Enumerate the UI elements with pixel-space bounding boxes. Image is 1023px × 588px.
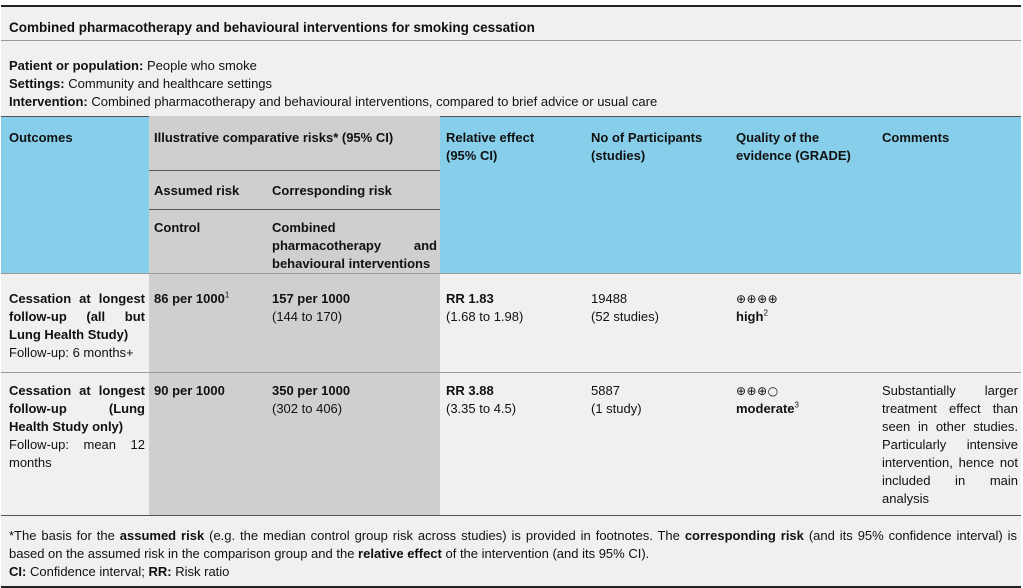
outcome-cell: [9, 382, 145, 472]
abbrev-rr-value: Risk ratio: [175, 564, 230, 579]
header-quality: Quality of the evidence (GRADE): [736, 130, 851, 163]
footnote-part: *The basis for the: [9, 528, 120, 543]
footnote-marker: 2: [763, 308, 768, 318]
relative-effect-value: RR 1.83: [446, 291, 494, 306]
abbrev-rr-label: RR:: [148, 564, 172, 579]
header-illustrative-risks: Illustrative comparative risks* (95% CI): [154, 130, 394, 145]
footnote-marker: 1: [224, 290, 230, 300]
row-separator: [1, 372, 1021, 373]
header-intervention: Combined pharmacotherapy and behavioural interventions: [272, 220, 437, 271]
abbrev-ci-label: CI:: [9, 564, 27, 579]
studies-value: (1 study): [591, 401, 642, 416]
footnote-part: (and its 95% confidence interval) is based on the assumed risk in the comparison group and the: [9, 528, 1018, 561]
footnotes: [1, 515, 1021, 588]
outcome-follow-up: Follow-up: 6 months+: [9, 345, 134, 360]
footnote-emphasis: assumed risk: [119, 528, 205, 543]
corresponding-risk-cell: [272, 290, 436, 326]
relative-effect-value: RR 3.88: [446, 383, 494, 398]
intervention-label: Intervention:: [9, 94, 88, 109]
corresponding-risk-ci: (302 to 406): [272, 401, 343, 416]
abbrev-ci-value: Confidence interval;: [29, 564, 145, 579]
patient-line: [9, 58, 257, 73]
participants-cell: [591, 290, 731, 326]
intervention-value: Combined pharmacotherapy and behavioural interventions, compared to brief advice or usual care: [91, 94, 658, 109]
header-corresponding-risk: Corresponding risk: [272, 183, 392, 198]
settings-line: [9, 76, 272, 91]
assumed-risk-cell: [154, 382, 266, 400]
header-control: Control: [154, 220, 201, 235]
footnote-emphasis: corresponding risk: [684, 528, 804, 543]
grade-text: high: [736, 309, 764, 324]
footnote-part: (e.g. the median control group risk across studies) is provided in footnotes. The: [204, 528, 685, 543]
corresponding-risk-cell: [272, 382, 436, 418]
patient-value: People who smoke: [146, 58, 257, 73]
footnote-part: of the intervention (and its 95% CI).: [441, 546, 650, 561]
quality-cell: [736, 382, 876, 418]
assumed-risk-cell: [154, 290, 266, 308]
header-relative-effect: Relative effect (95% CI): [446, 130, 535, 163]
table-title-bar: [1, 5, 1021, 41]
relative-effect-ci: (3.35 to 4.5): [446, 401, 517, 416]
footnote-marker: 3: [794, 400, 799, 410]
outcome-title: Cessation at longest follow-up (all but Lung Health Study): [9, 291, 145, 342]
corresponding-risk-ci: (144 to 170): [272, 309, 343, 324]
footnote-emphasis: relative effect: [358, 546, 442, 561]
footnote-text: [9, 527, 1017, 581]
header-outcomes: Outcomes: [9, 130, 73, 145]
participants-value: 19488: [591, 291, 628, 306]
header-assumed-risk: Assumed risk: [154, 183, 240, 198]
intervention-line: [9, 94, 657, 109]
header-participants: No of Participants (studies): [591, 130, 703, 163]
grade-symbols-icon: ⊕⊕⊕○: [736, 384, 779, 398]
relative-effect-cell: [446, 290, 576, 326]
grade-symbols-icon: ⊕⊕⊕⊕: [736, 292, 779, 306]
studies-value: (52 studies): [591, 309, 659, 324]
settings-label: Settings:: [9, 76, 65, 91]
settings-value: Community and healthcare settings: [68, 76, 273, 91]
corresponding-risk-value: 350 per 1000: [272, 383, 351, 398]
participants-cell: [591, 382, 731, 418]
header-divider: [149, 170, 440, 171]
table-title: Combined pharmacotherapy and behavioural interventions for smoking cessation: [9, 20, 535, 35]
row-separator: [1, 273, 1021, 274]
quality-cell: [736, 290, 876, 326]
comments-cell: Substantially larger treatment effect than seen in other studies. Particularly intensive intervention, hence not included in main analysis: [882, 383, 1018, 506]
patient-label: Patient or population:: [9, 58, 144, 73]
header-comments: Comments: [882, 130, 950, 145]
outcome-follow-up: Follow-up: mean 12 months: [9, 437, 145, 470]
assumed-risk-value: 90 per 1000: [154, 383, 225, 398]
assumed-risk-value: 86 per 1000: [154, 291, 225, 306]
participants-value: 5887: [591, 383, 620, 398]
grade-text: moderate: [736, 401, 795, 416]
header-divider: [149, 209, 440, 210]
population-block: [1, 41, 1021, 116]
relative-effect-ci: (1.68 to 1.98): [446, 309, 524, 324]
relative-effect-cell: [446, 382, 576, 418]
corresponding-risk-value: 157 per 1000: [272, 291, 351, 306]
outcome-cell: [9, 290, 145, 362]
outcome-title: Cessation at longest follow-up (Lung Health Study only): [9, 383, 145, 434]
